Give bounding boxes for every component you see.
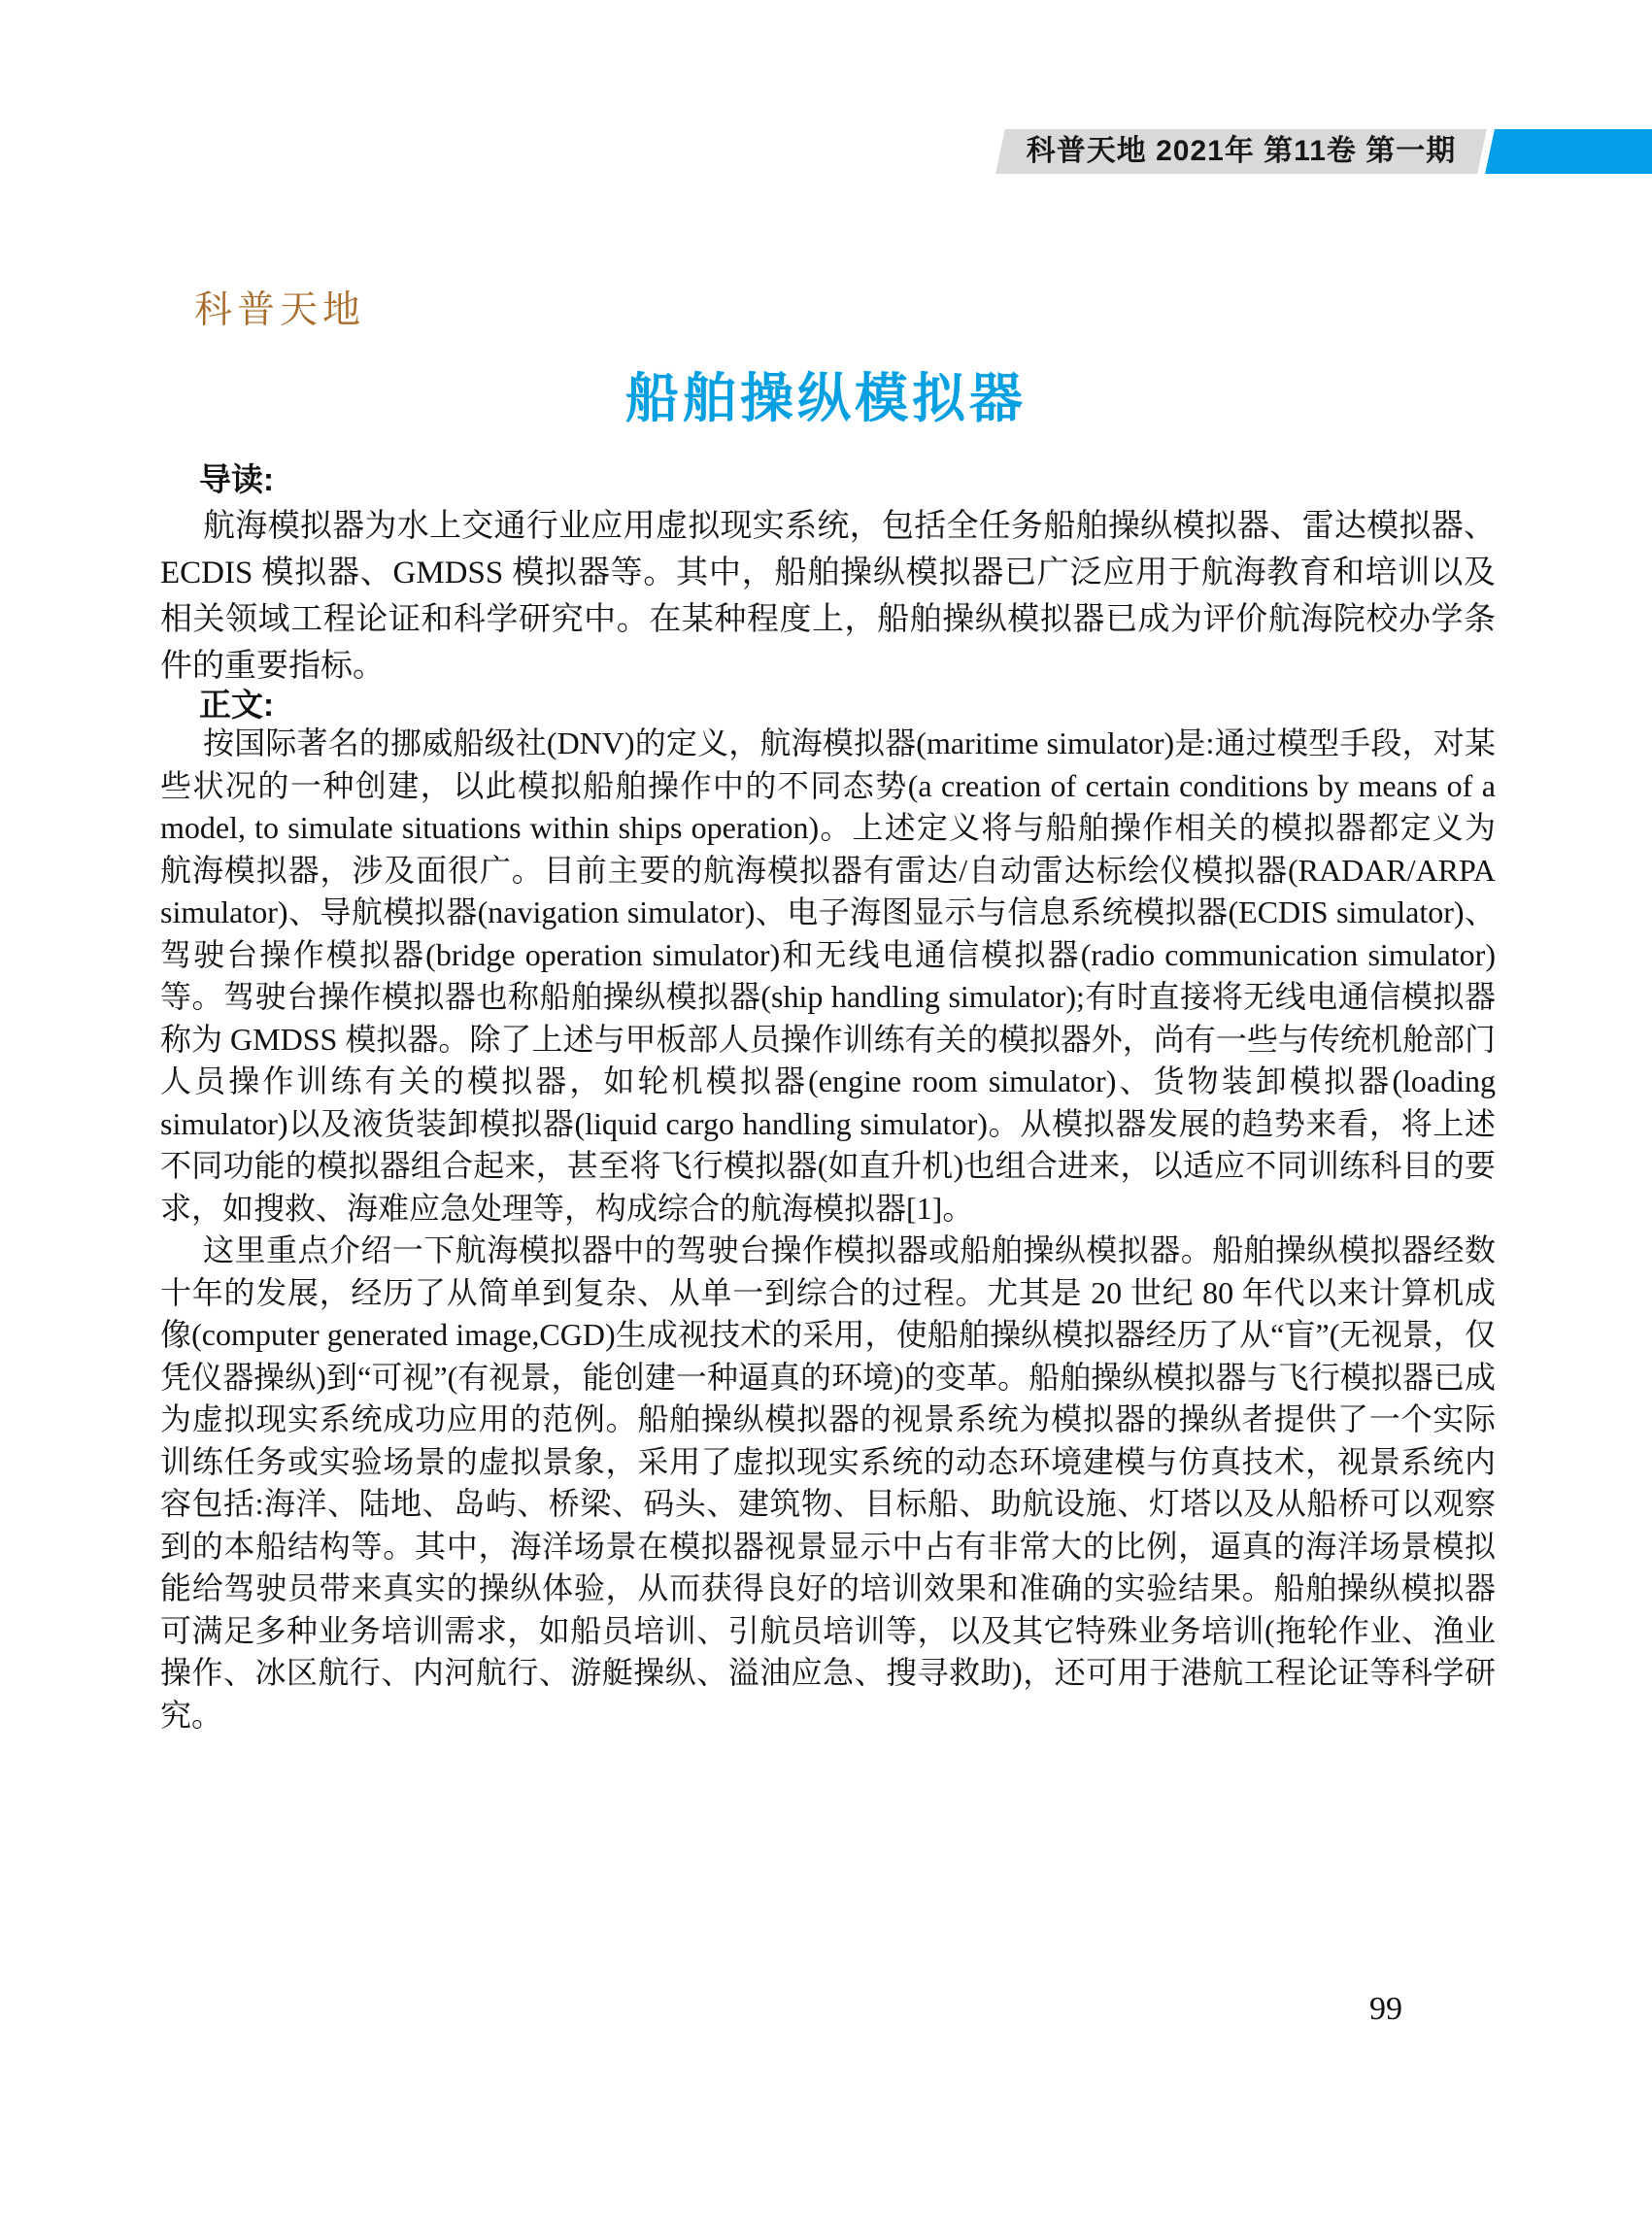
banner-blue-shape — [1485, 129, 1652, 174]
journal-banner — [0, 129, 1652, 174]
body-label: 正文: — [199, 687, 274, 723]
article-title: 船舶操纵模拟器 — [624, 369, 1027, 428]
section-label: 科普天地 — [194, 289, 366, 331]
journal-info: 科普天地 2021年 第11卷 第一期 — [1026, 135, 1457, 167]
body-paragraph-2: 这里重点介绍一下航海模拟器中的驾驶台操作模拟器或船舶操纵模拟器。船舶操纵模拟器经数十年的发展，经历了从简单到复杂、从单一到综合的过程。尤其是 20 世纪 80 年代以来计算机成像(computer generated image,CGD)生成视技术的采用，使船舶操纵模拟器经历了从“盲”(无视景，仅凭仪器操纵)到“可视”(有视景，能创建一种逼真的环境)的变革。船舶操纵模拟器与飞行模拟器已成为虚拟现实系统成功应用的范例。船舶操纵模拟器的视景系统为模拟器的操纵者提供了一个实际训练任务或实验场景的虚拟景象，采用了虚拟现实系统的动态环境建模与仿真技术，视景系统内容包括:海洋、陆地、岛屿、桥梁、码头、建筑物、目标船、助航设施、灯塔以及从船桥可以观察到的本船结构等。其中，海洋场景在模拟器视景显示中占有非常大的比例，逼真的海洋场景模拟能给驾驶员带来真实的操纵体验，从而获得良好的培训效果和准确的实验结果。船舶操纵模拟器可满足多种业务培训需求，如船员培训、引航员培训等，以及其它特殊业务培训(拖轮作业、渔业操作、冰区航行、内河航行、游艇操纵、溢油应急、搜寻救助)，还可用于港航工程论证等科学研究。 — [160, 1232, 1496, 1733]
lead-paragraph: 航海模拟器为水上交通行业应用虚拟现实系统，包括全任务船舶操纵模拟器、雷达模拟器、ECDIS 模拟器、GMDSS 模拟器等。其中，船舶操纵模拟器已广泛应用于航海教育和培训以及相关领域工程论证和科学研究中。在某种程度上，船舶操纵模拟器已成为评价航海院校办学条件的重要指标。 — [160, 509, 1496, 684]
lead-label: 导读: — [199, 461, 274, 497]
body-paragraph-1: 按国际著名的挪威船级社(DNV)的定义，航海模拟器(maritime simulator)是:通过模型手段，对某些状况的一种创建，以此模拟船舶操作中的不同态势(a creation of certain conditions by means of a model, to simulate situations within ships operation)。上述定义将与船舶操作相关的模拟器都定义为航海模拟器，涉及面很广。目前主要的航海模拟器有雷达/自动雷达标绘仪模拟器(RADAR/ARPA simulator)、导航模拟器(navigation simulator)、电子海图显示与信息系统模拟器(ECDIS simulator)、驾驶台操作模拟器(bridge operation simulator)和无线电通信模拟器(radio communication simulator)等。驾驶台操作模拟器也称船舶操纵模拟器(ship handling simulator);有时直接将无线电通信模拟器称为 GMDSS 模拟器。除了上述与甲板部人员操作训练有关的模拟器外，尚有一些与传统机舱部门人员操作训练有关的模拟器，如轮机模拟器(engine room simulator)、货物装卸模拟器(loading simulator)以及液货装卸模拟器(liquid cargo handling simulator)。从模拟器发展的趋势来看，将上述不同功能的模拟器组合起来，甚至将飞行模拟器(如直升机)也组合进来，以适应不同训练科目的要求，如搜救、海难应急处理等，构成综合的航海模拟器[1]。 — [160, 725, 1496, 1226]
page-number: 99 — [1369, 1991, 1402, 2027]
